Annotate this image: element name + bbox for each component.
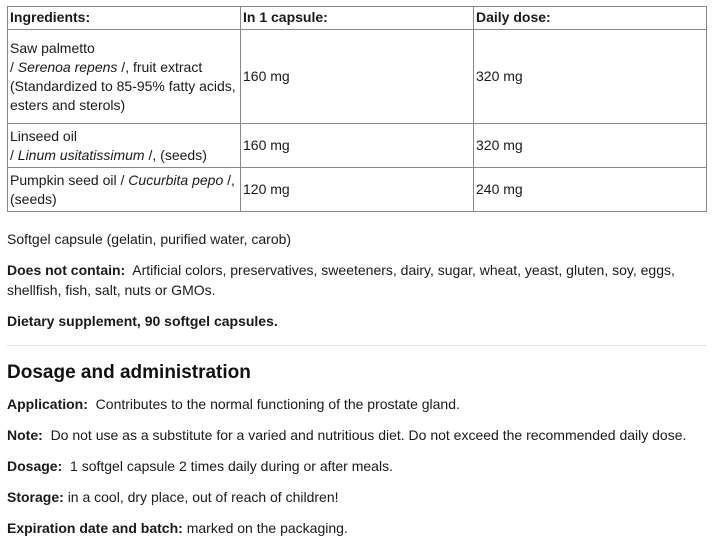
storage-text: in a cool, dry place, out of reach of children! [67,489,339,505]
expiration-text: marked on the packaging. [186,520,348,536]
daily-dose-value: 320 mg [474,30,707,124]
ingredient-separator: / [10,146,18,163]
application-text: Contributes to the normal functioning of the prostate gland. [95,396,460,412]
expiration-line [7,518,707,538]
storage-label: Storage: [7,489,64,505]
expiration-label: Expiration date and batch: [7,520,183,536]
ingredient-common-name: Saw palmetto [10,39,95,56]
ingredient-name [8,168,241,212]
ingredients-table [7,6,707,212]
ingredient-part: /, [223,171,235,188]
ingredient-name [8,124,241,168]
ingredient-part-extra: (seeds) [10,190,57,207]
ingredient-latin-name: Cucurbita pepo [128,171,224,188]
daily-dose-value: 240 mg [474,168,707,212]
supplement-info: Dietary supplement, 90 softgel capsules. [7,313,278,329]
per-capsule-value: 160 mg [241,124,474,168]
section-title: Dosage and administration [7,362,251,383]
storage-line [7,487,707,507]
capsule-composition: Softgel capsule (gelatin, purified water, carob) [7,231,292,247]
note-text: Do not use as a substitute for a varied and nutritious diet. Do not exceed the recommended daily dose. [50,427,687,443]
application-line [7,394,707,414]
per-capsule-value: 160 mg [241,30,474,124]
section-divider [7,345,707,346]
ingredient-latin-name: Serenoa repens [17,58,118,75]
application-label: Application: [7,396,88,412]
dosage-text: 1 softgel capsule 2 times daily during or after meals. [70,458,393,474]
per-capsule-value: 120 mg [241,168,474,212]
dosage-label: Dosage: [7,458,63,474]
table-row [8,124,707,168]
daily-dose-value: 320 mg [474,124,707,168]
ingredient-name [8,30,241,124]
header-daily-dose: Daily dose: [474,7,707,30]
header-per-capsule: In 1 capsule: [241,7,474,30]
ingredient-standardization: (Standardized to 85-95% fatty acids, esters and sterols) [10,77,236,113]
ingredient-common-name: Linseed oil [10,127,77,144]
ingredient-latin-name: Linum usitatissimum [17,146,145,163]
ingredient-part: /, fruit extract [117,58,203,75]
product-description [7,6,707,536]
does-not-contain-label: Does not contain: [7,262,126,278]
does-not-contain-text: Artificial colors, preservatives, sweeteners, dairy, sugar, wheat, yeast, gluten, soy, eggs, shellfish, fish, salt, nuts or GMOs. [7,262,675,298]
header-ingredients: Ingredients: [8,7,241,30]
table-header-row [8,7,707,30]
does-not-contain [7,260,707,300]
ingredient-separator: / [10,58,18,75]
ingredient-part: /, (seeds) [144,146,207,163]
table-row [8,30,707,124]
dosage-line [7,456,707,476]
note-line [7,425,707,445]
ingredient-common-name: Pumpkin seed oil / [10,171,129,188]
note-label: Note: [7,427,43,443]
table-row [8,168,707,212]
